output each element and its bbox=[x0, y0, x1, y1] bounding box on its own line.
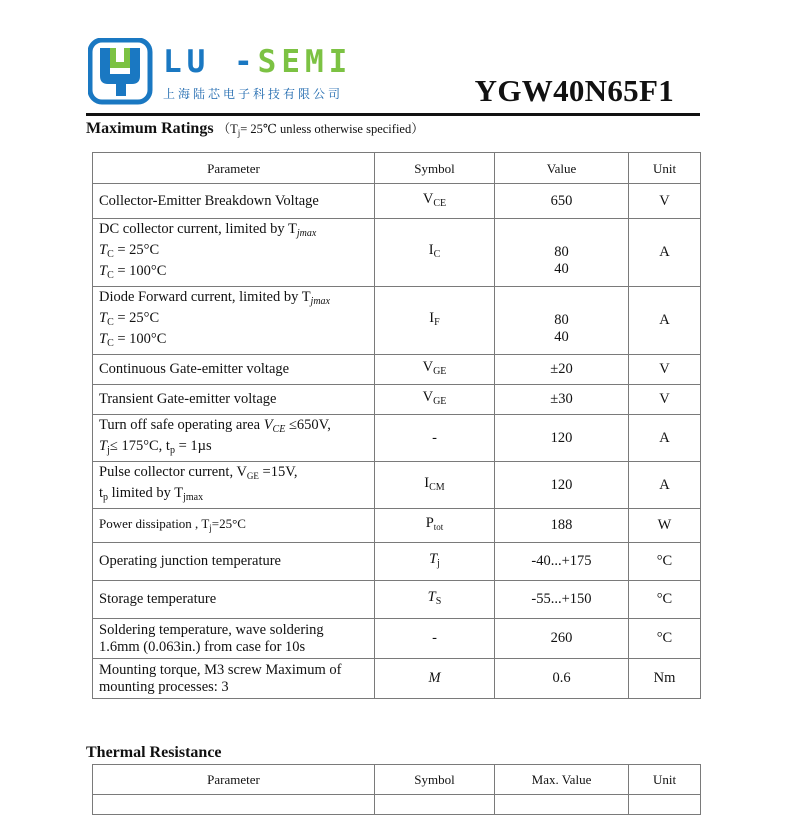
row-value: 650 bbox=[495, 184, 629, 219]
column-header-symbol: Symbol bbox=[375, 765, 495, 795]
row-unit: °C bbox=[629, 619, 701, 659]
column-header-unit: Unit bbox=[629, 765, 701, 795]
table-row bbox=[93, 462, 701, 509]
maximum-ratings-condition: （$T_j=$ 25℃ unless otherwise specified） bbox=[217, 122, 424, 138]
table-row bbox=[93, 385, 701, 415]
row-parameter: Collector-Emitter Breakdown Voltage bbox=[93, 184, 375, 219]
maximum-ratings-table bbox=[92, 152, 701, 699]
row-value: ±20 bbox=[495, 355, 629, 385]
row-unit: A bbox=[629, 287, 701, 355]
row-unit: V bbox=[629, 385, 701, 415]
row-unit: A bbox=[629, 462, 701, 509]
table-row bbox=[93, 543, 701, 581]
row-unit: °C bbox=[629, 581, 701, 619]
row-parameter: Mounting torque, M3 screw Maximum of mounting processes: 3 bbox=[93, 659, 375, 699]
row-unit: V bbox=[629, 184, 701, 219]
row-parameter: DC collector current, limited by $T_{jmax}$ $T_C = 25^\circ C$ $T_C = 100^\circ C$ bbox=[93, 219, 375, 287]
logo-text-lu: LU bbox=[163, 44, 211, 80]
table-row bbox=[93, 287, 701, 355]
row-parameter: Turn off safe operating area $V_{CE} \le 650V$, $T_j\le 175^\circ C$, $t_p = 1\mu s$ bbox=[93, 415, 375, 462]
table-row bbox=[93, 355, 701, 385]
table-row bbox=[93, 619, 701, 659]
row-value: 120 bbox=[495, 462, 629, 509]
column-header-value: Value bbox=[495, 153, 629, 184]
row-value: 0.6 bbox=[495, 659, 629, 699]
table-row bbox=[93, 795, 701, 815]
row-unit: A bbox=[629, 219, 701, 287]
row-parameter: Storage temperature bbox=[93, 581, 375, 619]
row-value: 120 bbox=[495, 415, 629, 462]
part-number: YGW40N65F1 bbox=[474, 73, 674, 108]
thermal-resistance-title: Thermal Resistance bbox=[86, 744, 222, 761]
row-symbol: $P_{tot}$ bbox=[375, 509, 495, 543]
row-symbol: M bbox=[375, 659, 495, 699]
maximum-ratings-title bbox=[86, 119, 424, 138]
row-symbol: $V_{CE}$ bbox=[375, 184, 495, 219]
row-value: 80 40 bbox=[495, 287, 629, 355]
logo-wordmark bbox=[163, 44, 352, 80]
column-header-unit: Unit bbox=[629, 153, 701, 184]
row-parameter: Continuous Gate-emitter voltage bbox=[93, 355, 375, 385]
logo-text-dash: - bbox=[234, 44, 258, 80]
row-unit: °C bbox=[629, 543, 701, 581]
row-parameter: Diode Forward current, limited by $T_{jmax}$ $T_C = 25^\circ C$ $T_C = 100^\circ C$ bbox=[93, 287, 375, 355]
row-parameter: Power dissipation , $T_j=25^\circ C$ bbox=[93, 509, 375, 543]
row-symbol: $T_S$ bbox=[375, 581, 495, 619]
row-symbol: $I_F$ bbox=[375, 287, 495, 355]
row-unit: V bbox=[629, 355, 701, 385]
row-value: -40...+175 bbox=[495, 543, 629, 581]
table-header-row bbox=[93, 153, 701, 184]
table-header-row bbox=[93, 765, 701, 795]
row-symbol: $T_j$ bbox=[375, 543, 495, 581]
table-row bbox=[93, 184, 701, 219]
column-header-max-value: Max. Value bbox=[495, 765, 629, 795]
row-parameter: Soldering temperature, wave soldering 1.6mm (0.063in.) from case for 10s bbox=[93, 619, 375, 659]
row-parameter: Transient Gate-emitter voltage bbox=[93, 385, 375, 415]
row-symbol: $I_C$ bbox=[375, 219, 495, 287]
row-symbol: $I_{CM}$ bbox=[375, 462, 495, 509]
row-parameter: Pulse collector current, $V_{GE} =15V$, $t_p$ limited by $T_{jmax}$ bbox=[93, 462, 375, 509]
row-unit: A bbox=[629, 415, 701, 462]
row-symbol: - bbox=[375, 619, 495, 659]
table-row bbox=[93, 219, 701, 287]
logo-text-semi: SEMI bbox=[257, 44, 353, 80]
row-unit: W bbox=[629, 509, 701, 543]
table-row bbox=[93, 659, 701, 699]
table-row bbox=[93, 415, 701, 462]
maximum-ratings-heading: Maximum Ratings bbox=[86, 120, 214, 137]
logo-subtitle: 上海陆芯电子科技有限公司 bbox=[163, 87, 344, 101]
header-rule bbox=[86, 113, 700, 116]
row-unit: Nm bbox=[629, 659, 701, 699]
column-header-symbol: Symbol bbox=[375, 153, 495, 184]
column-header-parameter: Parameter bbox=[93, 153, 375, 184]
row-value: 188 bbox=[495, 509, 629, 543]
column-header-parameter: Parameter bbox=[93, 765, 375, 795]
table-row bbox=[93, 509, 701, 543]
row-parameter: Operating junction temperature bbox=[93, 543, 375, 581]
row-symbol: - bbox=[375, 415, 495, 462]
row-value: 260 bbox=[495, 619, 629, 659]
row-value: 80 40 bbox=[495, 219, 629, 287]
row-symbol: $V_{GE}$ bbox=[375, 355, 495, 385]
row-value: -55...+150 bbox=[495, 581, 629, 619]
row-symbol: $V_{GE}$ bbox=[375, 385, 495, 415]
thermal-resistance-table bbox=[92, 764, 701, 815]
table-row bbox=[93, 581, 701, 619]
row-value: ±30 bbox=[495, 385, 629, 415]
